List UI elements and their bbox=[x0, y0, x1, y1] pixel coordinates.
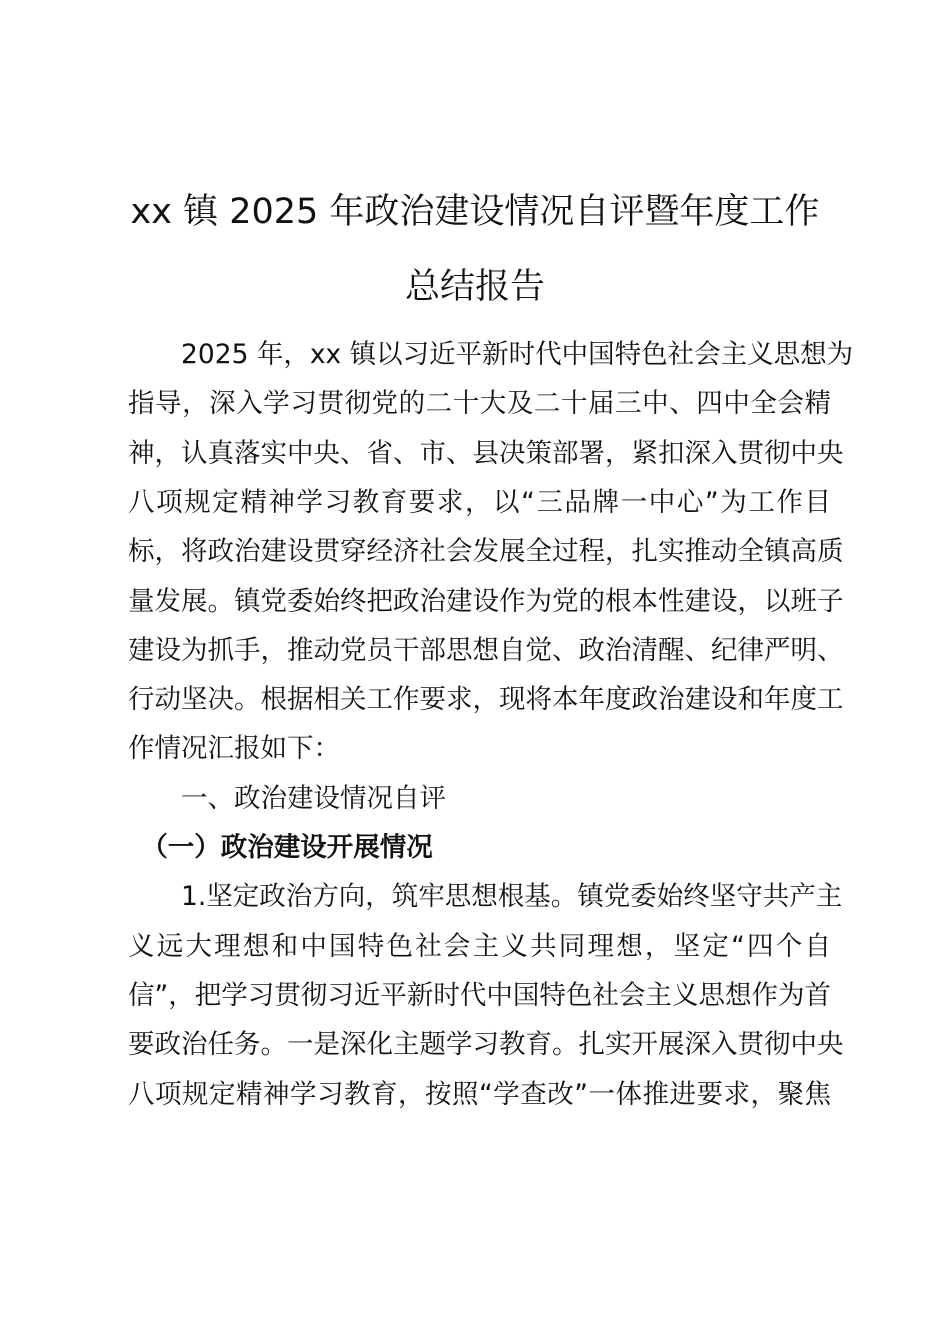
paragraph-line: 建设为抓手，推动党员干部思想自觉、政治清醒、纪律严明、 bbox=[128, 634, 844, 666]
paragraph-line: 作情况汇报如下： bbox=[128, 733, 340, 765]
document-title-line-1: xx 镇 2025 年政治建设情况自评暨年度工作 bbox=[130, 192, 820, 232]
paragraph-line: 义远大理想和中国特色社会主义共同理想，坚定“四个自 bbox=[128, 930, 831, 962]
paragraph-line: 2025 年，xx 镇以习近平新时代中国特色社会主义思想为 bbox=[128, 339, 854, 370]
paragraph-line: 1.坚定政治方向，筑牢思想根基。镇党委始终坚守共产主 bbox=[128, 881, 843, 913]
document-title-line-2: 总结报告 bbox=[404, 267, 545, 307]
paragraph-line: 要政治任务。一是深化主题学习教育。扎实开展深入贯彻中央 bbox=[128, 1029, 844, 1061]
paragraph-line: 信”，把学习贯彻习近平新时代中国特色社会主义思想作为首 bbox=[128, 979, 831, 1011]
paragraph-line: 指导，深入学习贯彻党的二十大及二十届三中、四中全会精 bbox=[128, 388, 831, 420]
paragraph-line: 量发展。镇党委始终把政治建设作为党的根本性建设，以班子 bbox=[128, 585, 844, 617]
paragraph-line: 神，认真落实中央、省、市、县决策部署，紧扣深入贯彻中央 bbox=[128, 437, 844, 469]
paragraph-line: 一、政治建设情况自评 bbox=[128, 782, 446, 814]
paragraph-line: 八项规定精神学习教育，按照“学查改”一体推进要求，聚焦 bbox=[128, 1078, 831, 1110]
paragraph-line: 行动坚决。根据相关工作要求，现将本年度政治建设和年度工 bbox=[128, 684, 844, 716]
paragraph-line: 标，将政治建设贯穿经济社会发展全过程，扎实推动全镇高质 bbox=[128, 536, 844, 568]
section-heading: （一）政治建设开展情况 bbox=[128, 832, 433, 863]
paragraph-line: 八项规定精神学习教育要求，以“三品牌一中心”为工作目 bbox=[128, 486, 831, 518]
